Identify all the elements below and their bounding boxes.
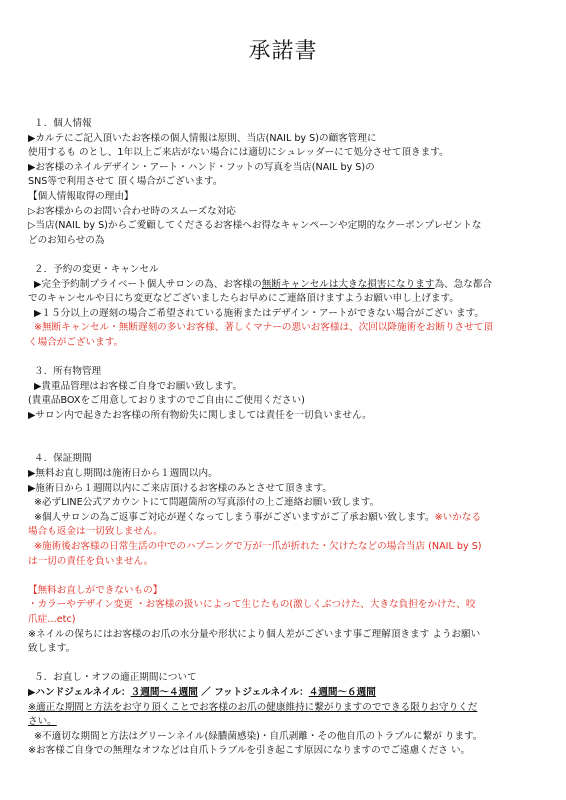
underlined-text: ３週間～４週間	[130, 686, 198, 698]
warning-line: 爪症…etc)	[28, 614, 76, 625]
underlined-text: 無断キャンセルは大きな損害になります	[261, 278, 435, 290]
text-line: ※必ずLINE公式アカウントにて問題箇所の写真添付の上ご連絡お願い致します。	[34, 497, 380, 509]
section-belongings	[28, 365, 544, 423]
section-heading: １．個人情報	[34, 118, 92, 129]
text-line: ▶施術日から１週間以内にご来店頂けるお客様のみとさせて頂きます。	[28, 482, 333, 494]
warning-heading: 【無料お直しができないもの】	[28, 584, 163, 596]
document-title: 承諾書	[248, 39, 318, 64]
section-proper-period	[28, 671, 544, 759]
warning-line: ・カラーやデザイン変更 ・お客様の扱いによって生じたもの(激しくぶつけた、大きな負担をかけた、咬	[28, 599, 476, 611]
text-line: ※ネイルの保ちにはお客様のお爪の水分量や形状により個人差がございます事ご理解頂きます ようお願い	[28, 628, 481, 640]
text-line: 致します。	[28, 643, 76, 655]
document-body	[28, 117, 544, 759]
text-span: ※個人サロンの為ご返事ご対応が遅くなってしまう事がございますがご了承お願い致します。	[34, 511, 435, 523]
text-line	[28, 278, 544, 293]
text-line: ▶無料お直し期間は施術日から１週間以内。	[28, 468, 218, 480]
underlined-text: ４週間～６週間	[308, 686, 376, 698]
text-line: でのキャンセルや日にち変更などございましたらお早めにご連絡頂けますようお願い申し上げます。	[28, 293, 459, 305]
text-line: ▷お客様からのお問い合わせ時のスムーズな対応	[28, 205, 236, 217]
text-span: ▶完全予約制プライベート個人サロンの為、お客様の	[34, 278, 262, 290]
section-warranty	[28, 452, 544, 656]
text-line: ▶１５分以上の遅刻の場合ご希望されている施術またはデザイン・アートができない場合がござい ます。	[34, 307, 485, 319]
warning-line: は一切の責任を負いません。	[28, 555, 154, 567]
text-line: ▶貴重品管理はお客様ご自身でお願い致します。	[34, 380, 243, 392]
warning-span: ※いかなる	[434, 511, 482, 523]
section-personal-info	[28, 117, 544, 248]
section-heading: ２．予約の変更・キャンセル	[34, 263, 159, 275]
warning-line: ※施術後お客様の日常生活の中でのハプニングで万が一爪が折れた・欠けたなどの場合当店 (NAIL by S)	[34, 541, 482, 553]
section-heading: ３．所有物管理	[34, 366, 102, 378]
text-span: 為、急な都合	[434, 278, 492, 290]
text-line: ※お客様ご自身での無理なオフなどは自爪トラブルを引き起こす原因になりますのでご遠慮くださ い。	[28, 745, 471, 757]
warning-line: く場合がございます。	[28, 336, 124, 348]
period-line	[28, 686, 544, 701]
warning-line: 場合も返金は一切致しません。	[28, 526, 163, 538]
text-line: 【個人情報取得の理由】	[28, 190, 134, 202]
section-reservation	[28, 263, 544, 351]
text-line: SNS等で利用させて 頂く場合がございます。	[28, 176, 223, 188]
text-span: ▶ハンドジェルネイル：	[28, 686, 131, 698]
section-heading: ５．お直し・オフの適正期間について	[34, 672, 197, 684]
text-line: ▶お客様のネイルデザイン・アート・ハンド・フットの写真を当店(NAIL by S)の	[28, 161, 375, 173]
underlined-line: ※適正な期間と方法をお守り頂くことでお客様のお爪の健康維持に繋がりますのでできる限りお守りくだ	[28, 701, 478, 713]
text-line: (貴重品BOXをご用意しておりますのでご自由にご使用ください)	[28, 395, 305, 407]
text-line: 使用するも のとし、1年以上ご来店がない場合には適切にシュレッダーにて処分させて頂きます。	[28, 147, 449, 159]
section-heading: ４．保証期間	[34, 453, 92, 465]
text-line: ▶サロン内で起きたお客様の所有物紛失に関しましては責任を一切負いません。	[28, 409, 372, 421]
text-line: ▷当店(NAIL by S)からご愛顧してくださるお客様へお得なキャンペーンや定期的なクーポンプレゼントな	[28, 220, 482, 232]
text-line: ※不適切な期間と方法はグリーンネイル(緑膿菌感染)・自爪剥離・その他自爪のトラブルに繋が ります。	[34, 730, 483, 742]
text-span: ／ フットジェルネイル：	[197, 686, 309, 698]
text-line: どのお知らせの為	[28, 234, 105, 246]
warning-line: ※無断キャンセル・無断遅刻の多いお客様、著しくマナーの悪いお客様は、次回以降施術をお断りさせて頂	[34, 322, 493, 334]
underlined-line: さい。	[28, 716, 57, 728]
text-line	[28, 511, 544, 526]
text-line: ▶カルテにご記入頂いたお客様の個人情報は原則、当店(NAIL by S)の顧客管理に	[28, 132, 377, 144]
